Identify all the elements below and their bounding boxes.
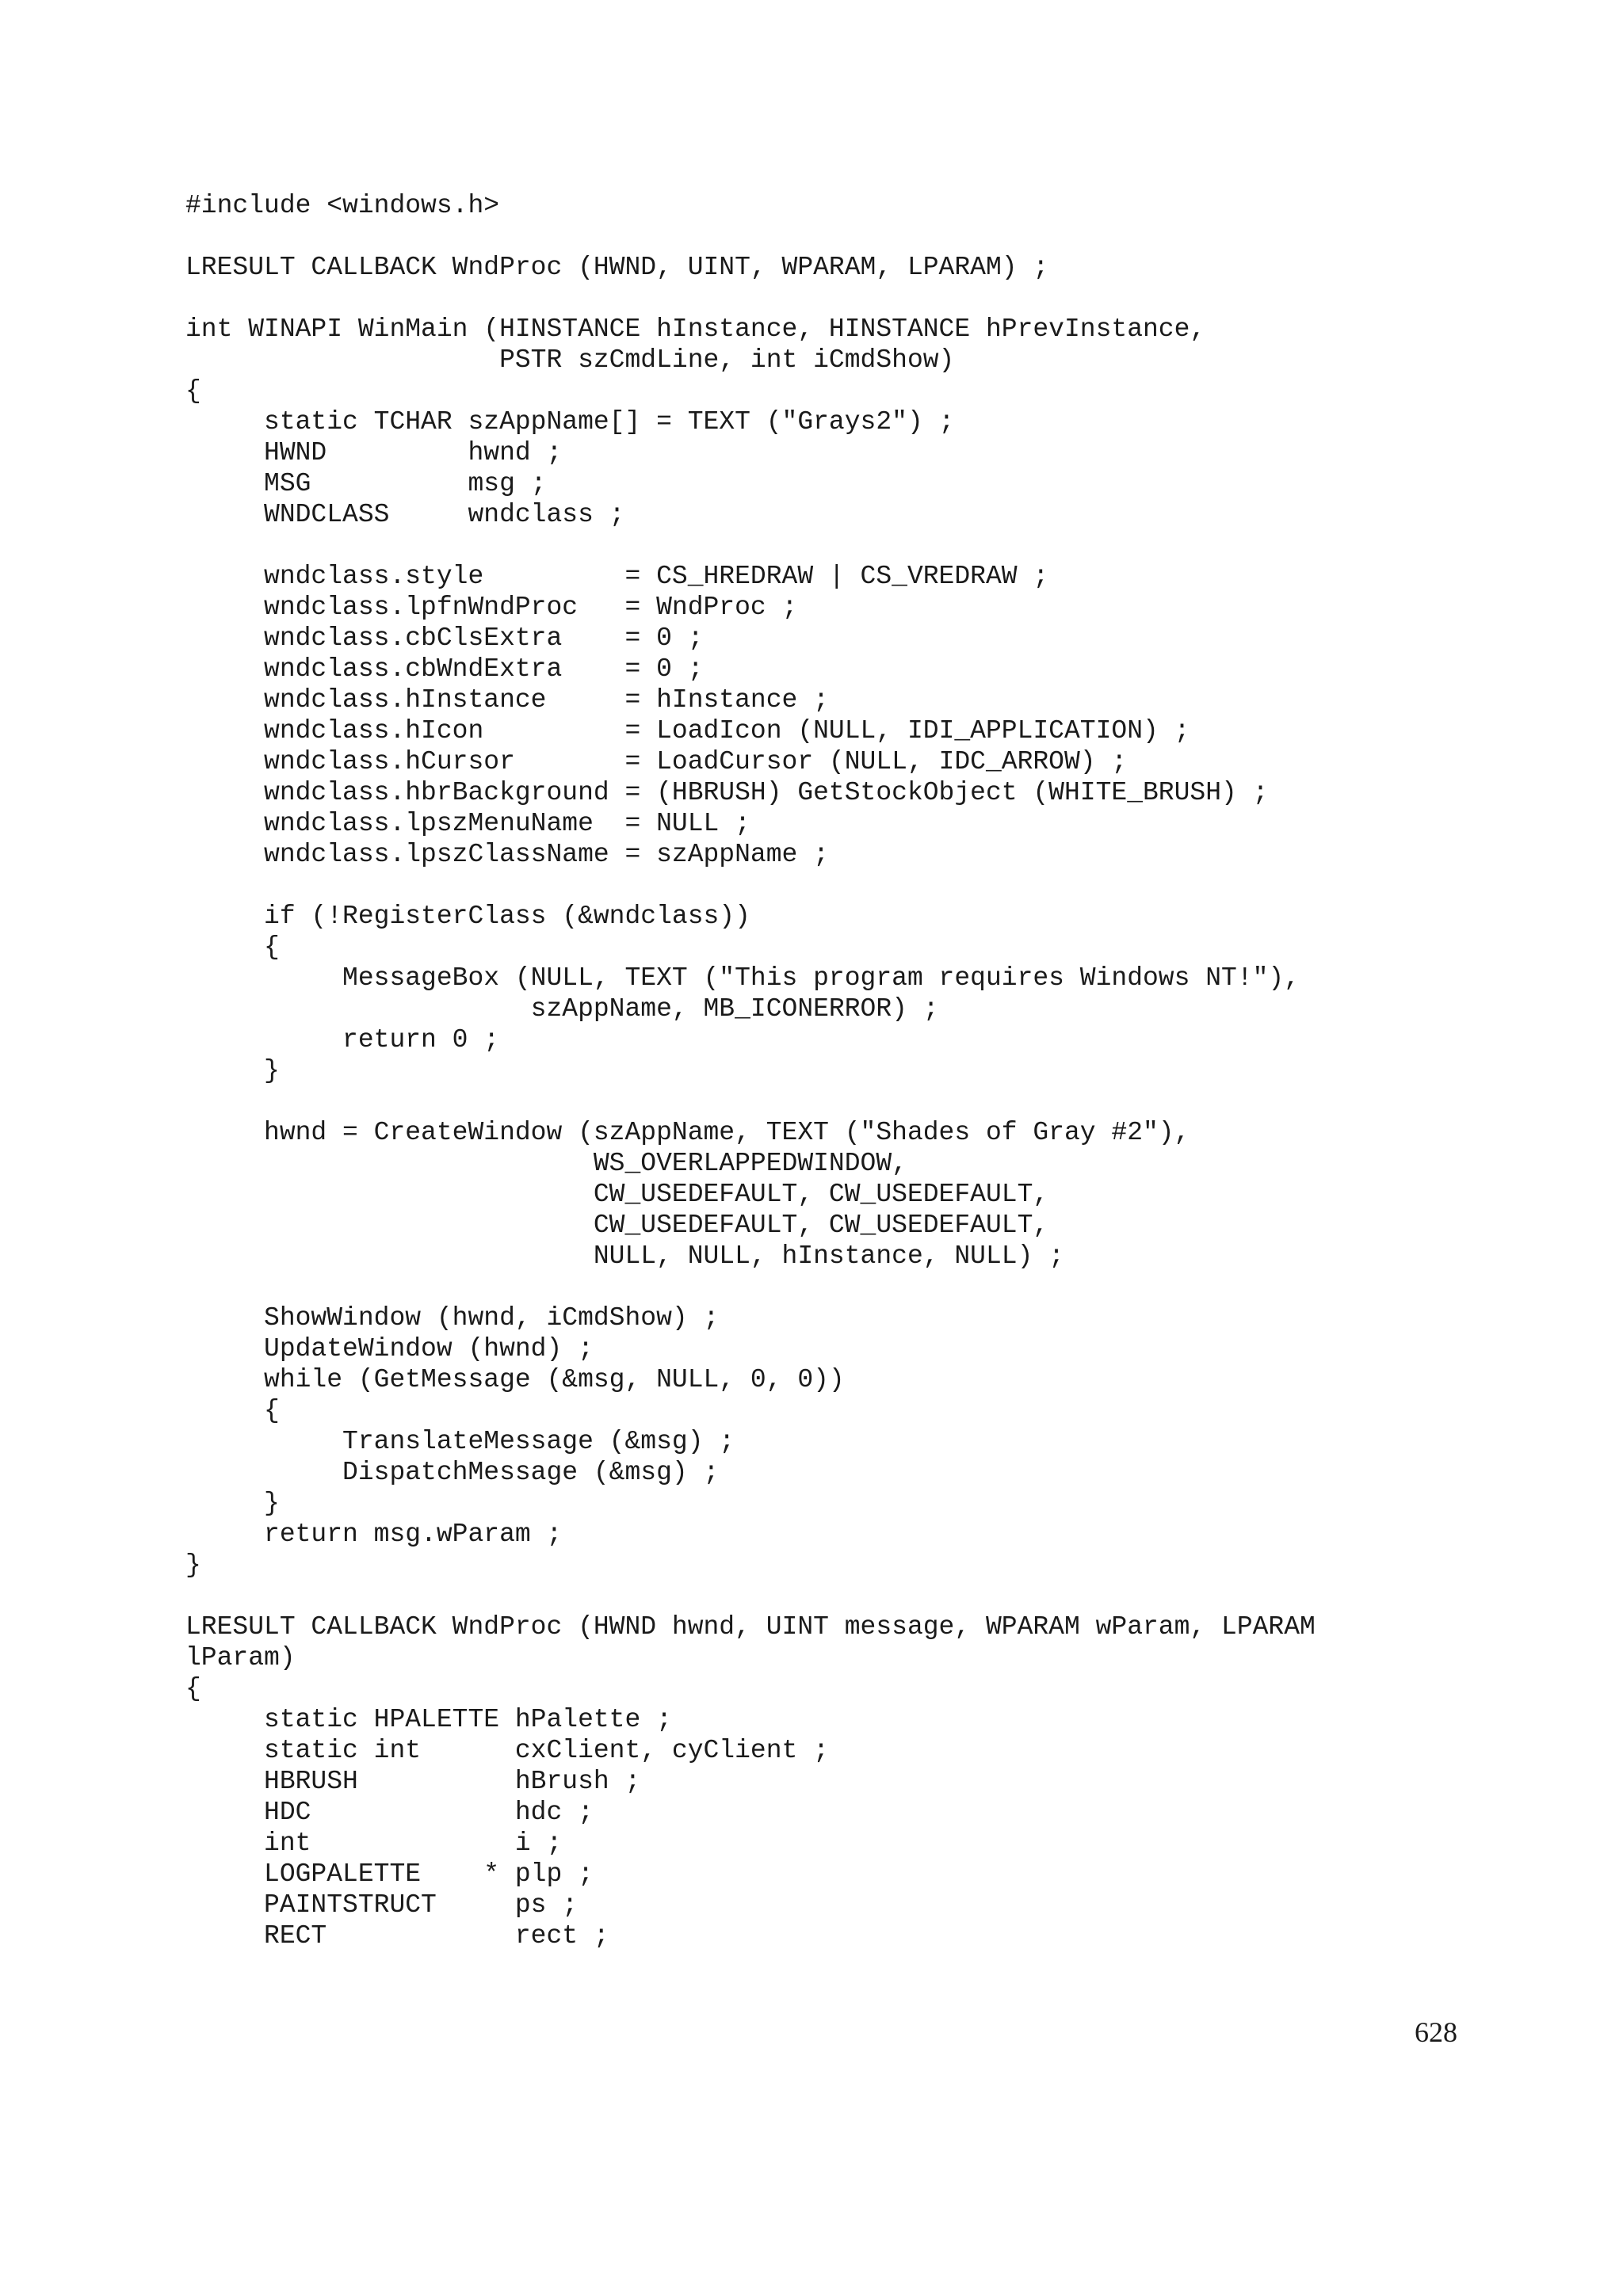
code-line: PAINTSTRUCT ps ; — [185, 1890, 579, 1920]
code-line: CW_USEDEFAULT, CW_USEDEFAULT, — [185, 1180, 1049, 1209]
code-line: return 0 ; — [185, 1025, 500, 1055]
code-line: wndclass.hbrBackground = (HBRUSH) GetStockObject (WHITE_BRUSH) ; — [185, 778, 1269, 807]
code-line: wndclass.hCursor = LoadCursor (NULL, IDC_ARROW) ; — [185, 747, 1128, 776]
code-line: wndclass.cbClsExtra = 0 ; — [185, 624, 704, 653]
blank-line — [185, 1581, 1316, 1611]
code-line: DispatchMessage (&msg) ; — [185, 1458, 720, 1487]
code-line: static HPALETTE hPalette ; — [185, 1705, 672, 1734]
code-line: } — [185, 1056, 280, 1085]
code-line: wndclass.lpszClassName = szAppName ; — [185, 840, 829, 869]
code-line: LRESULT CALLBACK WndProc (HWND, UINT, WPARAM, LPARAM) ; — [185, 253, 1049, 282]
code-line: LRESULT CALLBACK WndProc (HWND hwnd, UINT message, WPARAM wParam, LPARAM — [185, 1612, 1316, 1642]
blank-line — [185, 1086, 1316, 1117]
code-line: HWND hwnd ; — [185, 438, 563, 467]
code-line: while (GetMessage (&msg, NULL, 0, 0)) — [185, 1365, 845, 1394]
code-line: wndclass.cbWndExtra = 0 ; — [185, 654, 704, 684]
code-line: static TCHAR szAppName[] = TEXT ("Grays2") ; — [185, 407, 955, 437]
code-listing — [185, 190, 1316, 1951]
code-line: LOGPALETTE * plp ; — [185, 1859, 594, 1889]
code-line: WS_OVERLAPPEDWINDOW, — [185, 1149, 907, 1178]
code-line: { — [185, 933, 280, 962]
code-line: { — [185, 1396, 280, 1425]
code-line: PSTR szCmdLine, int iCmdShow) — [185, 345, 955, 375]
code-line: UpdateWindow (hwnd) ; — [185, 1334, 594, 1363]
code-line: HBRUSH hBrush ; — [185, 1767, 641, 1796]
page-number: 628 — [1415, 2016, 1457, 2048]
code-line: wndclass.hIcon = LoadIcon (NULL, IDI_APPLICATION) ; — [185, 716, 1190, 746]
code-line: ShowWindow (hwnd, iCmdShow) ; — [185, 1303, 720, 1333]
code-line: NULL, NULL, hInstance, NULL) ; — [185, 1241, 1064, 1271]
code-line: HDC hdc ; — [185, 1798, 594, 1827]
code-line: if (!RegisterClass (&wndclass)) — [185, 902, 750, 931]
blank-line — [185, 221, 1316, 252]
code-line: { — [185, 376, 201, 406]
code-line: MessageBox (NULL, TEXT ("This program requires Windows NT!"), — [185, 963, 1300, 993]
blank-line — [185, 530, 1316, 561]
code-line: static int cxClient, cyClient ; — [185, 1736, 829, 1765]
code-line: #include <windows.h> — [185, 191, 500, 220]
code-line: int i ; — [185, 1829, 563, 1858]
code-line: WNDCLASS wndclass ; — [185, 500, 625, 529]
code-line: hwnd = CreateWindow (szAppName, TEXT ("Shades of Gray #2"), — [185, 1118, 1190, 1147]
code-line: CW_USEDEFAULT, CW_USEDEFAULT, — [185, 1211, 1049, 1240]
code-line: int WINAPI WinMain (HINSTANCE hInstance, HINSTANCE hPrevInstance, — [185, 315, 1206, 344]
code-line: wndclass.hInstance = hInstance ; — [185, 685, 829, 715]
blank-line — [185, 870, 1316, 901]
code-line: TranslateMessage (&msg) ; — [185, 1427, 735, 1456]
blank-line — [185, 1272, 1316, 1302]
code-line: wndclass.style = CS_HREDRAW | CS_VREDRAW ; — [185, 562, 1049, 591]
code-line: szAppName, MB_ICONERROR) ; — [185, 994, 939, 1024]
code-line: MSG msg ; — [185, 469, 547, 498]
code-line: } — [185, 1489, 280, 1518]
blank-line — [185, 283, 1316, 314]
code-line: lParam) — [185, 1643, 296, 1672]
code-line: return msg.wParam ; — [185, 1520, 563, 1549]
code-line: wndclass.lpfnWndProc = WndProc ; — [185, 593, 798, 622]
code-line: RECT rect ; — [185, 1921, 609, 1951]
code-line: } — [185, 1550, 201, 1580]
code-line: { — [185, 1674, 201, 1703]
code-line: wndclass.lpszMenuName = NULL ; — [185, 809, 750, 838]
